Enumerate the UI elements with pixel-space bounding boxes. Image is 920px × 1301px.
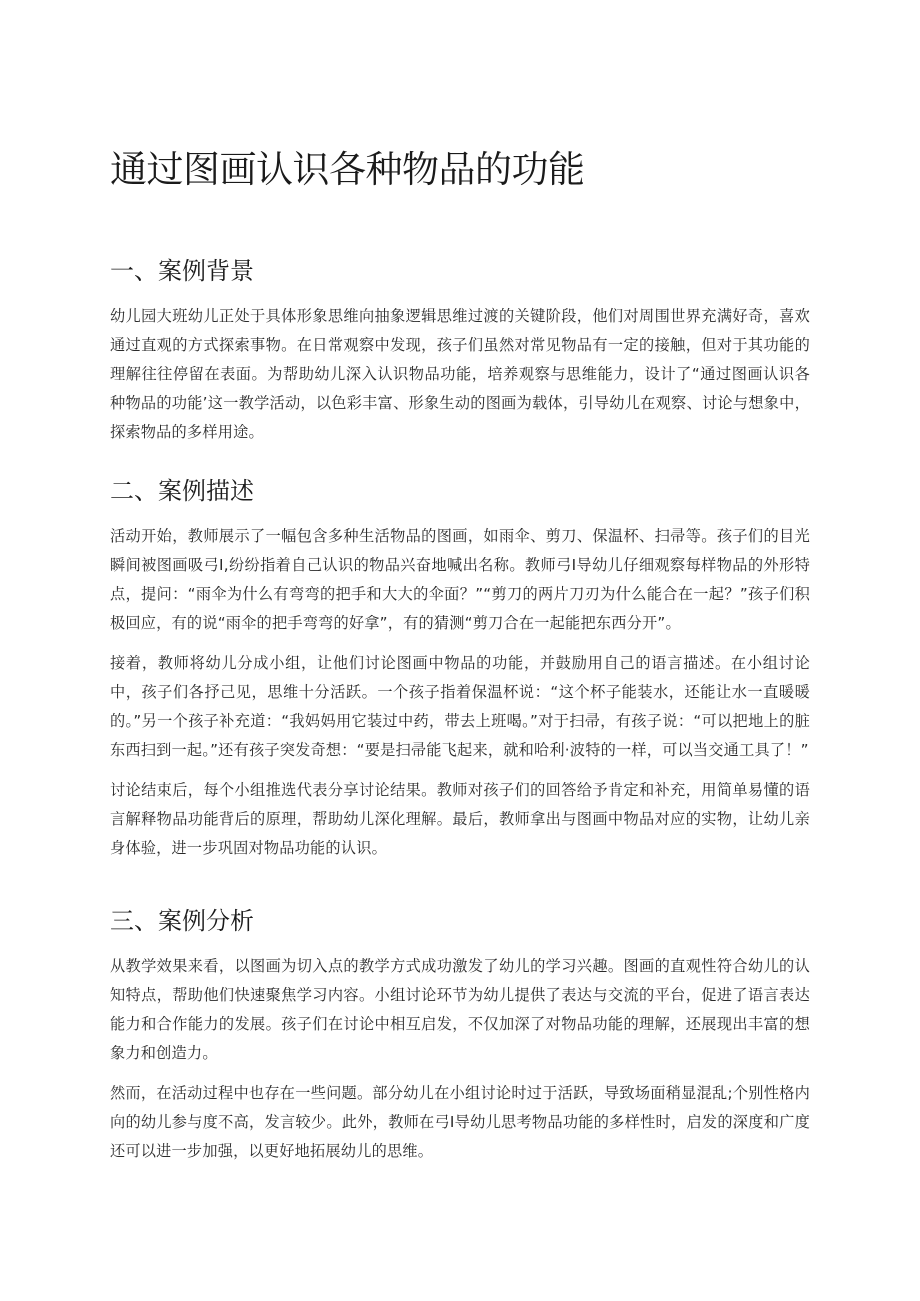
paragraph: 接着，教师将幼儿分成小组，让他们讨论图画中物品的功能，并鼓励用自己的语言描述。在小组讨论中，孩子们各抒己见，思维十分活跃。一个孩子指着保温杯说：“这个杯子能装水，还能让水一直暖暖的。”另一个孩子补充道：“我妈妈用它装过中药，带去上班喝。”对于扫帚，有孩子说：“可以把地上的脏东西扫到一起。”还有孩子突发奇想：“要是扫帚能飞起来，就和哈利·波特的一样，可以当交通工具了！” — [110, 654, 810, 759]
paragraph: 活动开始，教师展示了一幅包含多种生活物品的图画，如雨伞、剪刀、保温杯、扫帚等。孩子们的目光瞬间被图画吸弓I,纷纷指着自己认识的物品兴奋地喊出名称。教师弓I导幼儿仔细观察每样物品的外形特点，提问：“雨伞为什么有弯弯的把手和大大的伞面？”“剪刀的两片刀刃为什么能合在一起？”孩子们积极回应，有的说“雨伞的把手弯弯的好拿”，有的猜测“剪刀合在一起能把东西分开”。 — [110, 527, 810, 632]
paragraph: 讨论结束后，每个小组推选代表分享讨论结果。教师对孩子们的回答给予肯定和补充，用简单易懂的语言解释物品功能背后的原理，帮助幼儿深化理解。最后，教师拿出与图画中物品对应的实物，让幼儿亲身体验，进一步巩固对物品功能的认识。 — [110, 781, 810, 857]
section-description — [110, 474, 810, 874]
section-heading: 一、案例背景 — [110, 257, 254, 285]
section-background — [110, 254, 810, 458]
section-heading: 二、案例描述 — [110, 477, 254, 505]
paragraph: 幼儿园大班幼儿正处于具体形象思维向抽象逻辑思维过渡的关键阶段，他们对周围世界充满好奇，喜欢通过直观的方式探索事物。在日常观察中发现，孩子们虽然对常见物品有一定的接触，但对于其功能的理解往往停留在表面。为帮助幼儿深入认识物品功能，培养观察与思维能力，设计了“通过图画认识各种物品的功能’这一教学活动，以色彩丰富、形象生动的图画为载体，引导幼儿在观察、讨论与想象中，探索物品的多样用途。 — [110, 307, 810, 441]
section-heading: 三、案例分析 — [110, 907, 254, 935]
page-title: 通过图画认识各种物品的功能 — [110, 148, 585, 191]
paragraph: 然而，在活动过程中也存在一些问题。部分幼儿在小组讨论时过于活跃，导致场面稍显混乱;个别性格内向的幼儿参与度不高，发言较少。此外，教师在弓I导幼儿思考物品功能的多样性时，启发的深度和广度还可以进一步加强，以更好地拓展幼儿的思维。 — [110, 1084, 810, 1160]
section-analysis — [110, 904, 810, 1177]
paragraph: 从教学效果来看，以图画为切入点的教学方式成功激发了幼儿的学习兴趣。图画的直观性符合幼儿的认知特点，帮助他们快速聚焦学习内容。小组讨论环节为幼儿提供了表达与交流的平台，促进了语言表达能力和合作能力的发展。孩子们在讨论中相互启发，不仅加深了对物品功能的理解，还展现出丰富的想象力和创造力。 — [110, 957, 810, 1062]
